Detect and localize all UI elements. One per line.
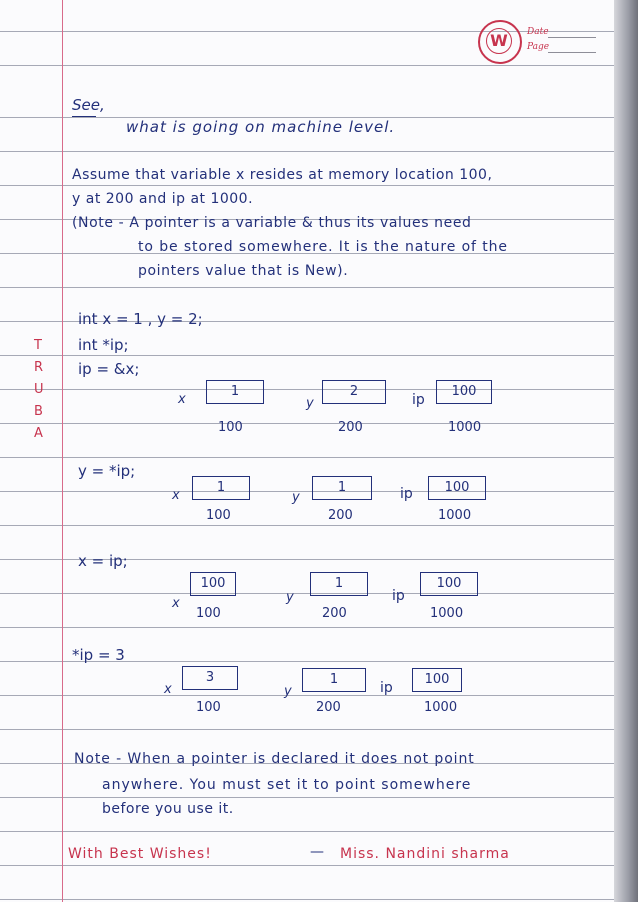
y-address: 200 bbox=[338, 420, 363, 435]
x-memory-box: 3 bbox=[182, 666, 238, 690]
intro-line-2: y at 200 and ip at 1000. bbox=[72, 191, 254, 207]
author-name: Miss. Nandini sharma bbox=[340, 846, 510, 862]
logo-letter: W bbox=[486, 28, 512, 54]
x-address: 100 bbox=[196, 700, 221, 715]
y-address: 200 bbox=[316, 700, 341, 715]
intro-line-4: to be stored somewhere. It is the nature of the bbox=[138, 239, 508, 255]
title-line-1: See, bbox=[72, 96, 105, 114]
ip-memory-box: 100 bbox=[412, 668, 462, 692]
date-line bbox=[548, 37, 596, 38]
y-memory-box: 1 bbox=[302, 668, 366, 692]
ip-address: 1000 bbox=[438, 508, 472, 523]
note-line-3: before you use it. bbox=[102, 801, 234, 817]
x-memory-box: 1 bbox=[192, 476, 250, 500]
y-memory-box: 2 bbox=[322, 380, 386, 404]
y-label: y bbox=[306, 396, 314, 411]
x-label: x bbox=[172, 596, 180, 611]
date-label: Date bbox=[527, 27, 549, 37]
note-line-2: anywhere. You must set it to point somewhere bbox=[102, 777, 472, 793]
y-label: y bbox=[284, 684, 292, 699]
y-label: y bbox=[292, 490, 300, 505]
brand-logo bbox=[478, 20, 522, 64]
intro-line-5: pointers value that is New). bbox=[138, 263, 349, 279]
side-letter: R bbox=[34, 360, 44, 375]
y-label: y bbox=[286, 590, 294, 605]
x-memory-box: 1 bbox=[206, 380, 264, 404]
statement-1: y = *ip; bbox=[78, 462, 136, 480]
ip-address: 1000 bbox=[424, 700, 458, 715]
x-address: 100 bbox=[218, 420, 243, 435]
intro-line-3: (Note - A pointer is a variable & thus its values need bbox=[72, 215, 472, 231]
ip-address: 1000 bbox=[430, 606, 464, 621]
page-label: Page bbox=[527, 42, 550, 52]
x-label: x bbox=[164, 682, 172, 697]
ip-label: ip bbox=[400, 486, 413, 502]
note-line-1: Note - When a pointer is declared it does not point bbox=[74, 751, 475, 767]
signature-dash: — bbox=[310, 844, 324, 860]
x-address: 100 bbox=[206, 508, 231, 523]
ip-label: ip bbox=[380, 680, 393, 696]
y-address: 200 bbox=[322, 606, 347, 621]
y-memory-box: 1 bbox=[310, 572, 368, 596]
code-assignment: ip = &x; bbox=[78, 360, 140, 378]
ip-label: ip bbox=[392, 588, 405, 604]
ip-memory-box: 100 bbox=[420, 572, 478, 596]
page-binding bbox=[614, 0, 638, 902]
intro-line-1: Assume that variable x resides at memory location 100, bbox=[72, 167, 493, 183]
side-letter: U bbox=[34, 382, 44, 397]
statement-2: x = ip; bbox=[78, 552, 128, 570]
side-letter: A bbox=[34, 426, 43, 441]
side-letter: T bbox=[34, 338, 42, 353]
x-label: x bbox=[178, 392, 186, 407]
title-underline bbox=[72, 116, 96, 117]
ip-memory-box: 100 bbox=[436, 380, 492, 404]
page-line bbox=[548, 52, 596, 53]
ip-memory-box: 100 bbox=[428, 476, 486, 500]
x-memory-box: 100 bbox=[190, 572, 236, 596]
statement-3: *ip = 3 bbox=[72, 646, 125, 664]
side-letter: B bbox=[34, 404, 43, 419]
best-wishes: With Best Wishes! bbox=[68, 846, 212, 862]
code-declaration-2: int *ip; bbox=[78, 336, 129, 354]
code-declaration-1: int x = 1 , y = 2; bbox=[78, 310, 203, 328]
x-label: x bbox=[172, 488, 180, 503]
margin-line bbox=[62, 0, 63, 902]
title-line-2: what is going on machine level. bbox=[126, 118, 396, 136]
y-address: 200 bbox=[328, 508, 353, 523]
x-address: 100 bbox=[196, 606, 221, 621]
ip-address: 1000 bbox=[448, 420, 482, 435]
ip-label: ip bbox=[412, 392, 425, 408]
y-memory-box: 1 bbox=[312, 476, 372, 500]
